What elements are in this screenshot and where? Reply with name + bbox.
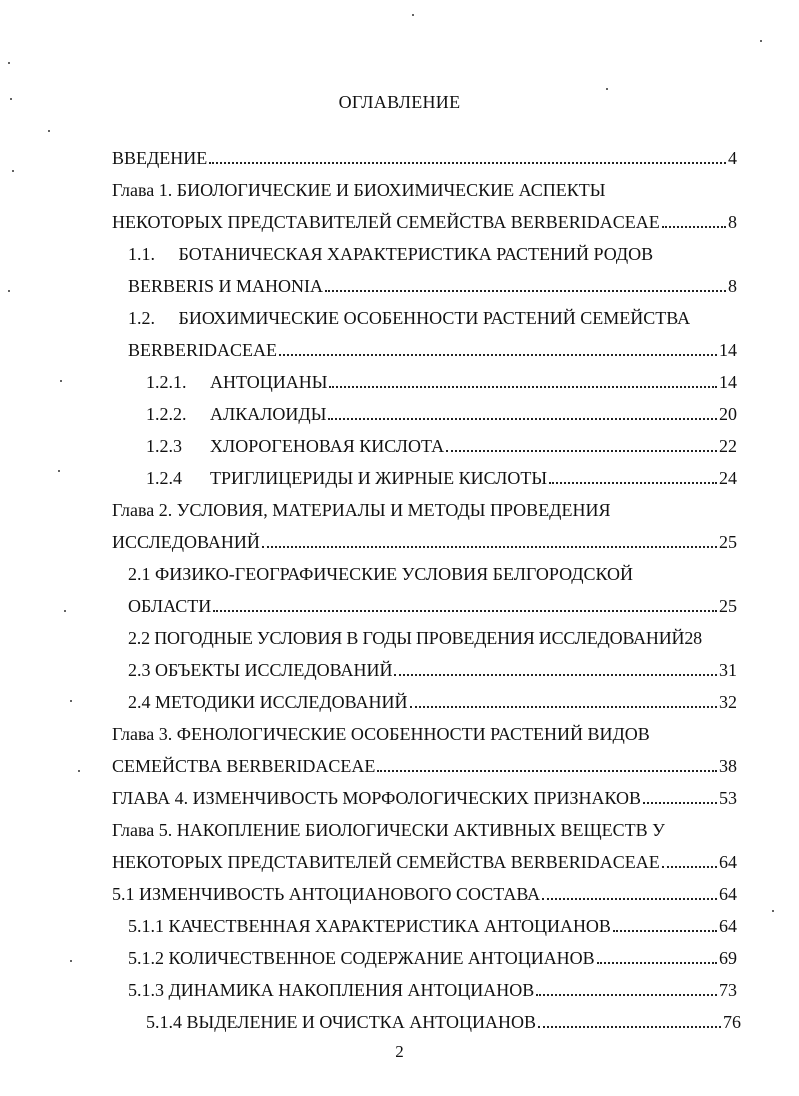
toc-entry-title: ХЛОРОГЕНОВАЯ КИСЛОТА [210, 436, 445, 456]
toc-entry-page: 4 [728, 148, 737, 168]
toc-entry-title-cont: ИССЛЕДОВАНИЙ [112, 532, 260, 552]
toc-entry-title: Глава 3. ФЕНОЛОГИЧЕСКИЕ ОСОБЕННОСТИ РАСТЕНИЙ ВИДОВ [112, 724, 650, 744]
scan-speck [78, 770, 80, 772]
toc-entry-1-2-4[interactable] [146, 468, 737, 489]
toc-entry-title: АНТОЦИАНЫ [210, 372, 328, 392]
toc-entry-title-cont: СЕМЕЙСТВА BERBERIDACEAE [112, 756, 376, 776]
toc-entry-chapter-3[interactable] [112, 724, 650, 745]
toc-entry-title: 5.1.2 КОЛИЧЕСТВЕННОЕ СОДЕРЖАНИЕ АНТОЦИАНОВ [128, 948, 595, 968]
toc-entry-chapter-2[interactable] [112, 500, 610, 521]
toc-entry-title: 5.1.3 ДИНАМИКА НАКОПЛЕНИЯ АНТОЦИАНОВ [128, 980, 535, 1000]
toc-entry-1-2-cont[interactable] [128, 340, 737, 361]
toc-entry-title: 2.4 МЕТОДИКИ ИССЛЕДОВАНИЙ [128, 692, 408, 712]
scan-speck [412, 14, 414, 16]
toc-entry-1-2-3[interactable] [146, 436, 737, 457]
toc-entry-title-cont: BERBERIDACEAE [128, 340, 278, 360]
toc-entry-5-1-3[interactable] [128, 980, 737, 1001]
dot-leader [325, 290, 726, 292]
toc-entry-chapter-5[interactable] [112, 820, 665, 841]
scan-speck [760, 40, 762, 42]
dot-leader [209, 162, 726, 164]
toc-entry-2-1[interactable] [128, 564, 633, 585]
toc-entry-page: 31 [719, 660, 737, 680]
toc-entry-page: 64 [719, 852, 737, 872]
toc-entry-1-1[interactable] [128, 244, 653, 265]
toc-entry-2-1-cont[interactable] [128, 596, 737, 617]
toc-entry-page: 28 [684, 628, 702, 648]
toc-entry-title: 5.1.4 ВЫДЕЛЕНИЕ И ОЧИСТКА АНТОЦИАНОВ [146, 1012, 536, 1032]
dot-leader [446, 450, 717, 452]
dot-leader [536, 994, 717, 996]
scan-speck [8, 290, 10, 292]
toc-entry-2-3[interactable] [128, 660, 737, 681]
toc-entry-1-2-1[interactable] [146, 372, 737, 393]
toc-entry-chapter-3-cont[interactable] [112, 756, 737, 777]
toc-entry-number: 1.2.3 [146, 436, 182, 456]
dot-leader [542, 898, 717, 900]
toc-entry-page: 73 [719, 980, 737, 1000]
dot-leader [329, 386, 717, 388]
toc-entry-number: 1.2.1. [146, 372, 187, 392]
toc-entry-page: 24 [719, 468, 737, 488]
toc-entry-title: Глава 5. НАКОПЛЕНИЕ БИОЛОГИЧЕСКИ АКТИВНЫХ ВЕЩЕСТВ У [112, 820, 665, 840]
toc-entry-title: 2.1 ФИЗИКО-ГЕОГРАФИЧЕСКИЕ УСЛОВИЯ БЕЛГОРОДСКОЙ [128, 564, 634, 584]
toc-entry-page: 64 [719, 916, 737, 936]
toc-entry-title-cont: BERBERIS И MAHONIA [128, 276, 324, 296]
toc-entry-page: 8 [728, 212, 737, 232]
toc-entry-5-1-2[interactable] [128, 948, 737, 969]
toc-entry-title: ТРИГЛИЦЕРИДЫ И ЖИРНЫЕ КИСЛОТЫ [210, 468, 548, 488]
dot-leader [410, 706, 717, 708]
toc-entry-number: 1.2. [128, 308, 155, 328]
scan-speck [70, 960, 72, 962]
toc-entry-chapter-4[interactable] [112, 788, 737, 809]
dot-leader [538, 1026, 721, 1028]
toc-entry-number: 1.2.2. [146, 404, 187, 424]
toc-entry-title: АЛКАЛОИДЫ [210, 404, 327, 424]
toc-entry-1-1-cont[interactable] [128, 276, 737, 297]
dot-leader [613, 930, 717, 932]
toc-entry-5-1-4[interactable] [146, 1012, 741, 1033]
toc-entry-title: ВВЕДЕНИЕ [112, 148, 208, 168]
toc-entry-title: БИОХИМИЧЕСКИЕ ОСОБЕННОСТИ РАСТЕНИЙ СЕМЕЙСТВА [178, 308, 691, 328]
toc-entry-5-1-1[interactable] [128, 916, 737, 937]
toc-entry-chapter-5-cont[interactable] [112, 852, 737, 873]
toc-entry-number: 1.1. [128, 244, 155, 264]
toc-entry-2-4[interactable] [128, 692, 737, 713]
toc-entry-title-cont: ОБЛАСТИ [128, 596, 212, 616]
toc-entry-title: 2.3 ОБЪЕКТЫ ИССЛЕДОВАНИЙ [128, 660, 393, 680]
toc-entry-page: 53 [719, 788, 737, 808]
scan-speck [12, 170, 14, 172]
toc-entry-title: ГЛАВА 4. ИЗМЕНЧИВОСТЬ МОРФОЛОГИЧЕСКИХ ПРИЗНАКОВ [112, 788, 642, 808]
dot-leader [662, 866, 717, 868]
toc-entry-title-cont: НЕКОТОРЫХ ПРЕДСТАВИТЕЛЕЙ СЕМЕЙСТВА BERBERIDACEAE [112, 852, 660, 872]
dot-leader [262, 546, 717, 548]
dot-leader [597, 962, 717, 964]
toc-entry-chapter-1-cont[interactable] [112, 212, 737, 233]
dot-leader [643, 802, 717, 804]
toc-entry-page: 20 [719, 404, 737, 424]
scan-speck [58, 470, 60, 472]
dot-leader [213, 610, 717, 612]
dot-leader [328, 418, 717, 420]
toc-entry-page: 32 [719, 692, 737, 712]
toc-entry-page: 69 [719, 948, 737, 968]
dot-leader [377, 770, 717, 772]
toc-entry-page: 25 [719, 532, 737, 552]
toc-entry-page: 8 [728, 276, 737, 296]
toc-entry-page: 64 [719, 884, 737, 904]
scan-speck [60, 380, 62, 382]
toc-entry-1-2[interactable] [128, 308, 690, 329]
toc-entry-title: Глава 1. БИОЛОГИЧЕСКИЕ И БИОХИМИЧЕСКИЕ АСПЕКТЫ [112, 180, 606, 200]
toc-entry-title: БОТАНИЧЕСКАЯ ХАРАКТЕРИСТИКА РАСТЕНИЙ РОДОВ [178, 244, 654, 264]
toc-entry-introduction[interactable] [112, 148, 737, 169]
page-number: 2 [395, 1042, 404, 1061]
toc-entry-page: 14 [719, 372, 737, 392]
scan-speck [70, 700, 72, 702]
scan-speck [10, 98, 12, 100]
toc-entry-chapter-2-cont[interactable] [112, 532, 737, 553]
toc-entry-page: 14 [719, 340, 737, 360]
toc-entry-page: 76 [723, 1012, 741, 1032]
scan-speck [64, 610, 66, 612]
scan-speck [8, 62, 10, 64]
dot-leader [279, 354, 717, 356]
toc-entry-chapter-1[interactable] [112, 180, 605, 201]
toc-entry-number: 1.2.4 [146, 468, 182, 488]
toc-entry-title: 5.1 ИЗМЕНЧИВОСТЬ АНТОЦИАНОВОГО СОСТАВА [112, 884, 541, 904]
scan-speck [48, 130, 50, 132]
dot-leader [549, 482, 717, 484]
toc-entry-2-2[interactable] [128, 628, 741, 649]
toc-entry-title-cont: НЕКОТОРЫХ ПРЕДСТАВИТЕЛЕЙ СЕМЕЙСТВА BERBERIDACEAE [112, 212, 660, 232]
scan-speck [772, 910, 774, 912]
toc-entry-page: 22 [719, 436, 737, 456]
toc-entry-page: 25 [719, 596, 737, 616]
dot-leader [662, 226, 726, 228]
toc-entry-title: 5.1.1 КАЧЕСТВЕННАЯ ХАРАКТЕРИСТИКА АНТОЦИАНОВ [128, 916, 611, 936]
toc-entry-1-2-2[interactable] [146, 404, 737, 425]
toc-entry-title: Глава 2. УСЛОВИЯ, МАТЕРИАЛЫ И МЕТОДЫ ПРОВЕДЕНИЯ [112, 500, 611, 520]
scan-speck [606, 88, 608, 90]
dot-leader [394, 674, 717, 676]
toc-entry-page: 38 [719, 756, 737, 776]
toc-entry-5-1[interactable] [112, 884, 737, 905]
page-title: ОГЛАВЛЕНИЕ [338, 92, 461, 112]
toc-entry-title: 2.2 ПОГОДНЫЕ УСЛОВИЯ В ГОДЫ ПРОВЕДЕНИЯ ИССЛЕДОВАНИЙ [128, 628, 685, 648]
